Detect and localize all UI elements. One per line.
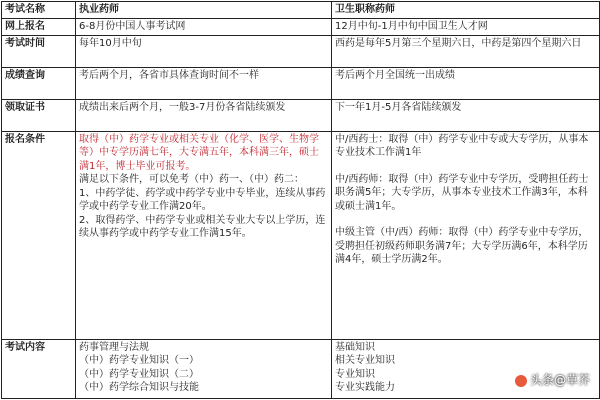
toutiao-logo-icon — [515, 375, 527, 387]
row-score-query — [2, 67, 600, 99]
zhiye-exemption-item-2: 2、取得药学、中药学专业或相关专业大专以上学历，连续从事药学或中药学专业工作满15年。 — [79, 214, 326, 239]
row-online-registration — [2, 18, 600, 35]
cell-zhiye: 考后两个月，各省市具体查询时间不一样 — [76, 67, 332, 99]
row-label: 成绩查询 — [2, 67, 76, 99]
cell-zhiye-content — [76, 339, 332, 399]
zhiye-subject: 药事管理与法规 — [79, 341, 149, 353]
row-certificate — [2, 99, 600, 131]
header-health-title-pharmacist: 卫生职称药师 — [332, 2, 600, 19]
zhiye-exemption-intro: 满足以下条件，可以免考（中）药一、（中）药二： — [79, 174, 304, 185]
header-licensed-pharmacist: 执业药师 — [76, 2, 332, 19]
row-exam-content — [2, 339, 600, 399]
zhiye-exemption-item-1: 1、中药学徒、药学或中药学专业中专毕业，连续从事药学或中药学专业工作满20年。 — [79, 187, 326, 212]
zhiye-subject: （中）药学专业知识（二） — [79, 368, 199, 380]
cell-weisheng: 考后两个月全国统一出成绩 — [332, 67, 600, 99]
weisheng-subject: 相关专业知识 — [335, 355, 395, 366]
zhiye-subject: （中）药学综合知识与技能 — [79, 382, 199, 393]
cell-weisheng: 西药是每年5月第三个星期六日，中药是第四个星期六日 — [332, 35, 600, 67]
cell-zhiye-conditions — [76, 131, 332, 339]
weisheng-senior-condition: 中级主管（中/西）药师：取得（中）药学专业中专学历，受聘担任初级药师职务满7年；大专学历满6年，本科学历满4年，硕士学历满2年。 — [335, 227, 589, 265]
cell-zhiye: 成绩出来后两个月，一般3-7月份各省陆续颁发 — [76, 99, 332, 131]
cell-weisheng: 下一年1月-5月各省陆续颁发 — [332, 99, 600, 131]
header-row — [2, 2, 600, 19]
cell-zhiye: 每年10月中旬 — [76, 35, 332, 67]
header-exam-name: 考试名称 — [2, 2, 76, 19]
row-exam-time — [2, 35, 600, 67]
row-label: 报名条件 — [2, 131, 76, 339]
zhiye-subject: （中）药学专业知识（一） — [79, 355, 199, 366]
watermark — [515, 371, 590, 388]
row-label: 考试时间 — [2, 35, 76, 67]
cell-weisheng: 12月中旬-1月中旬中国卫生人才网 — [332, 18, 600, 35]
cell-zhiye: 6-8月份中国人事考试网 — [76, 18, 332, 35]
weisheng-subject: 基础知识 — [335, 341, 375, 353]
zhiye-basic-condition: 取得（中）药学专业或相关专业（化学、医学、生物学等）中专学历满七年，大专满五年，本科满三年，硕士满1年，博士毕业可报考。 — [79, 133, 319, 172]
row-label: 领取证书 — [2, 99, 76, 131]
watermark-text: 头条@草芥 — [529, 373, 590, 387]
cell-weisheng-content — [332, 339, 600, 399]
cell-weisheng-conditions — [332, 131, 600, 339]
row-label: 网上报名 — [2, 18, 76, 35]
weisheng-subject: 专业知识 — [335, 368, 375, 380]
row-label: 考试内容 — [2, 339, 76, 399]
weisheng-assistant-condition: 中/西药士：取得（中）药学专业中专或大专学历，从事本专业技术工作满1年 — [335, 133, 589, 158]
weisheng-pharmacist-condition: 中/西药师：取得（中）药学专业中专学历，受聘担任药士职务满5年；大专学历，从事本专业技术工作满3年，本科或硕士满1年。 — [335, 173, 589, 212]
comparison-table — [1, 1, 600, 399]
weisheng-subject: 专业实践能力 — [335, 382, 395, 393]
row-registration-conditions — [2, 131, 600, 339]
